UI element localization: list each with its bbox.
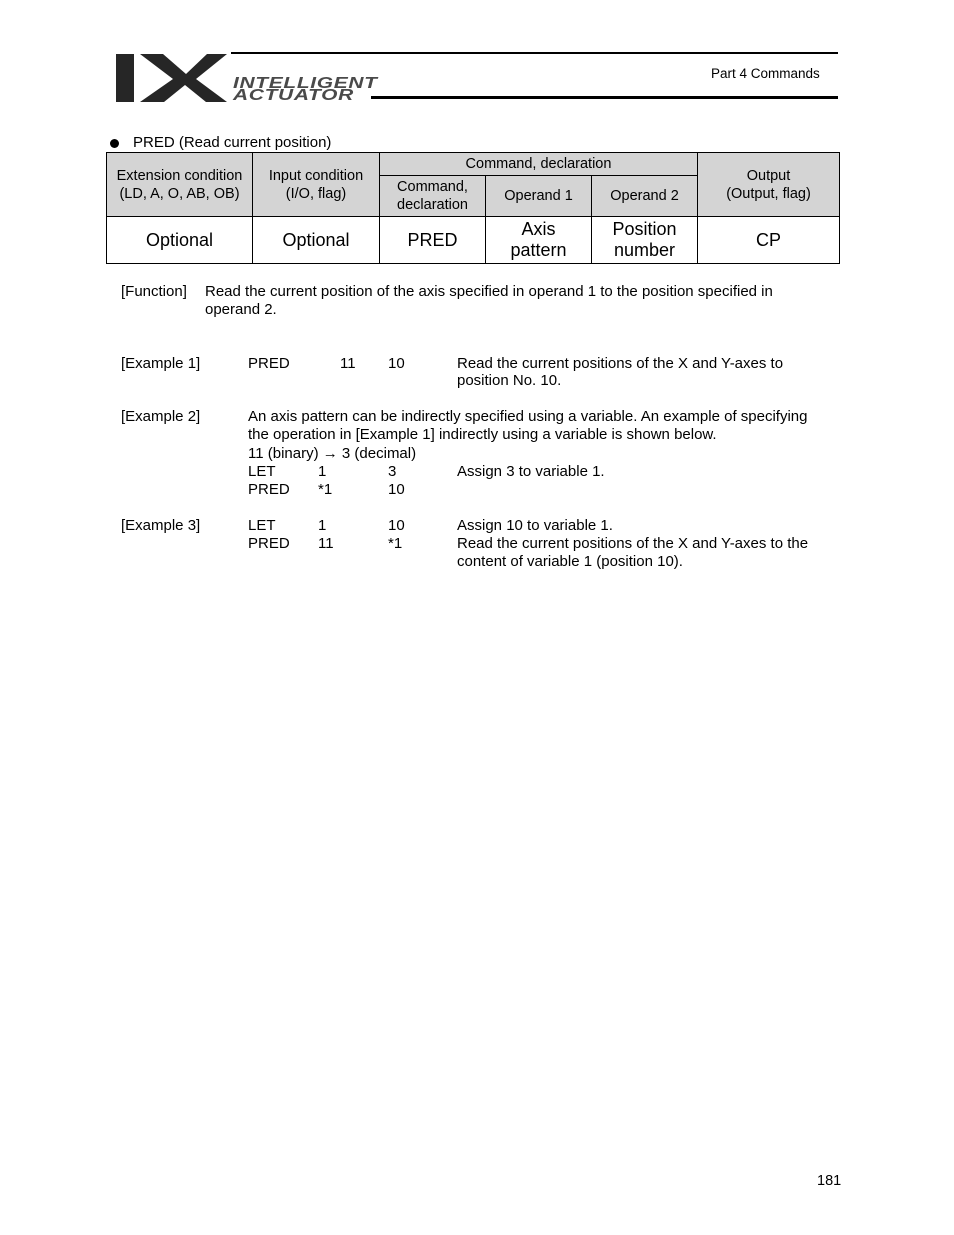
example1-operand2: 10 (388, 355, 405, 372)
example3-row1-command: LET (248, 517, 276, 534)
example1-desc-line1: Read the current positions of the X and Y-axes to (457, 355, 784, 372)
value-output: CP (698, 217, 840, 264)
example2-row1-desc: Assign 3 to variable 1. (457, 463, 605, 480)
example2-text-line2: the operation in [Example 1] indirectly using a variable is shown below. (248, 426, 717, 443)
header-operand-2: Operand 2 (592, 176, 698, 217)
header-section: Part 4 Commands (711, 66, 820, 81)
example3-row1-desc: Assign 10 to variable 1. (457, 517, 613, 534)
value-command: PRED (380, 217, 486, 264)
example2-row1-operand1: 1 (318, 463, 327, 480)
example3-row2-desc-line2: content of variable 1 (position 10). (457, 553, 683, 570)
example2-row2-command: PRED (248, 481, 290, 498)
example2-row1-operand2: 3 (388, 463, 397, 480)
command-table (106, 152, 840, 264)
logo-text-actuator: ACTUATOR (233, 87, 354, 104)
example3-row1-operand1: 1 (318, 517, 327, 534)
example2-label: [Example 2] (121, 408, 201, 425)
example2-row2-operand1: *1 (318, 481, 333, 498)
value-operand-2: Position number (592, 217, 698, 264)
example3-row2-command: PRED (248, 535, 290, 552)
example3-row2-operand1: 11 (318, 535, 334, 552)
example1-label: [Example 1] (121, 355, 201, 372)
header-operand-1: Operand 1 (486, 176, 592, 217)
command-heading: PRED (Read current position) (133, 134, 332, 151)
logo-text-intelligent: INTELLIGENT (233, 75, 378, 92)
bullet-icon (110, 139, 119, 148)
logo-wordmark (233, 75, 378, 104)
header-extension-condition: Extension condition (LD, A, O, AB, OB) (107, 153, 253, 217)
value-operand-1: Axis pattern (486, 217, 592, 264)
header-rule-top (231, 52, 838, 54)
function-text-line1: Read the current position of the axis specified in operand 1 to the position specified in (205, 283, 773, 300)
page-number: 181 (817, 1173, 842, 1189)
header-rule-bottom (371, 96, 838, 99)
header-output: Output (Output, flag) (698, 153, 840, 217)
example2-row1-command: LET (248, 463, 276, 480)
example2-row2-operand2: 10 (388, 481, 405, 498)
example3-row2-desc-line1: Read the current positions of the X and Y-axes to the (457, 535, 809, 552)
header-command-declaration: Command, declaration (380, 176, 486, 217)
example2-conversion: 11 (binary) → 3 (decimal) (248, 445, 417, 462)
example1-command: PRED (248, 355, 290, 372)
example1-operand1: 11 (340, 355, 356, 372)
function-text-line2: operand 2. (205, 301, 277, 318)
ix-logo-icon (113, 52, 229, 104)
example1-desc-line2: position No. 10. (457, 372, 562, 389)
header-command-group: Command, declaration (380, 153, 698, 176)
value-input-condition: Optional (253, 217, 380, 264)
function-label: [Function] (121, 283, 187, 300)
example3-row2-operand2: *1 (388, 535, 403, 552)
example3-row1-operand2: 10 (388, 517, 405, 534)
value-extension-condition: Optional (107, 217, 253, 264)
example2-text-line1: An axis pattern can be indirectly specified using a variable. An example of specifying (248, 408, 808, 425)
example3-label: [Example 3] (121, 517, 201, 534)
header-input-condition: Input condition (I/O, flag) (253, 153, 380, 217)
